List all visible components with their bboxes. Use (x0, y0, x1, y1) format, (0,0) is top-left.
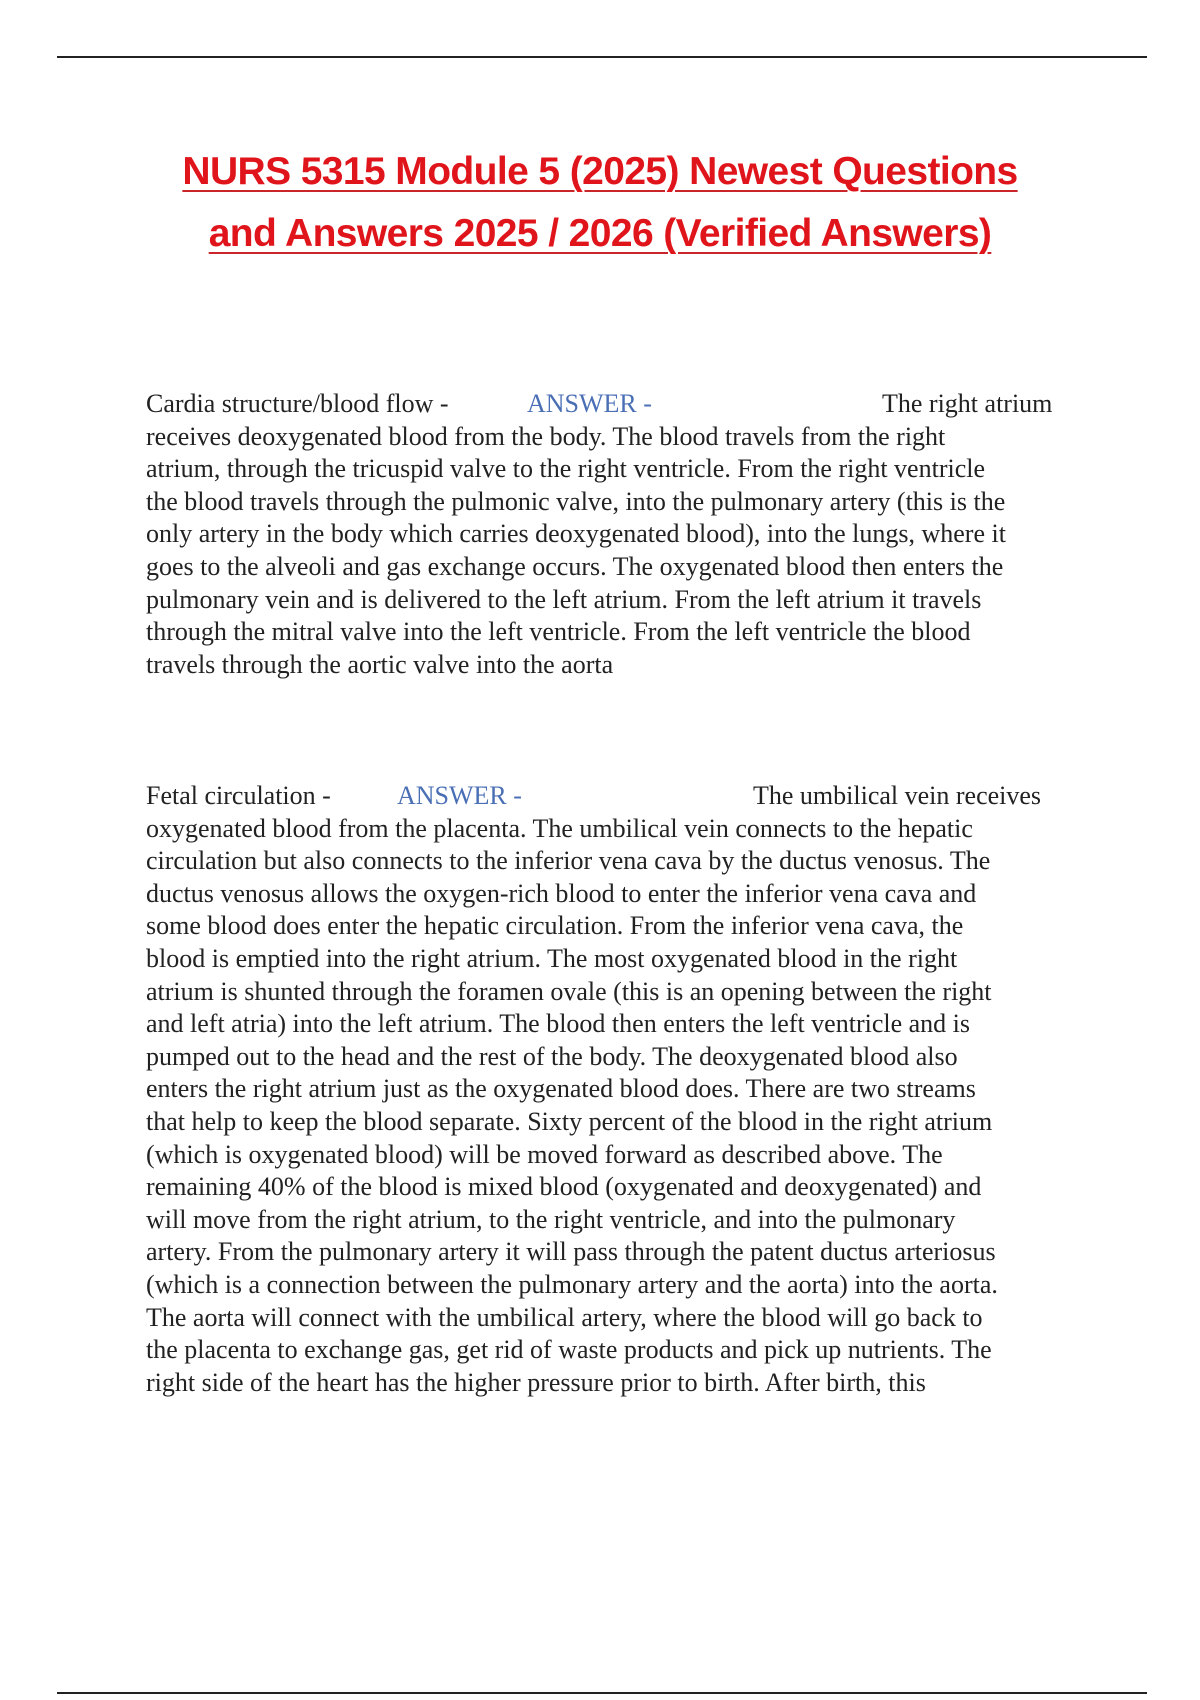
question-text: Fetal circulation - (146, 781, 331, 810)
answer-line: circulation but also connects to the inferior vena cava by the ductus venosus. The (146, 846, 991, 876)
answer-line: and left atria) into the left atrium. The blood then enters the left ventricle and is (146, 1009, 971, 1039)
answer-line: travels through the aortic valve into the aorta (146, 649, 614, 679)
qa-item-fetal (146, 780, 1086, 1399)
answer-line: enters the right atrium just as the oxygenated blood does. There are two streams (146, 1074, 976, 1104)
answer-label: ANSWER - (527, 389, 652, 418)
answer-line: oxygenated blood from the placenta. The umbilical vein connects to the hepatic (146, 813, 973, 843)
answer-line: that help to keep the blood separate. Sixty percent of the blood in the right atrium (146, 1106, 993, 1136)
answer-line: artery. From the pulmonary artery it will pass through the patent ductus arteriosus (146, 1237, 996, 1267)
answer-body (146, 421, 1086, 682)
answer-line: atrium, through the tricuspid valve to the right ventricle. From the right ventricle (146, 454, 986, 484)
qa-first-line (146, 388, 1086, 421)
answer-line: right side of the heart has the higher pressure prior to birth. After birth, this (146, 1367, 926, 1397)
answer-line: The aorta will connect with the umbilical artery, where the blood will go back to (146, 1302, 983, 1332)
title-line: NURS 5315 Module 5 (2025) Newest Questions (182, 150, 1018, 193)
answer-line: blood is emptied into the right atrium. The most oxygenated blood in the right (146, 943, 958, 973)
answer-text-start: The right atrium (882, 389, 1053, 418)
answer-line: receives deoxygenated blood from the body. The blood travels from the right (146, 421, 946, 451)
answer-line: the blood travels through the pulmonic valve, into the pulmonary artery (this is the (146, 486, 1006, 516)
qa-first-line (146, 780, 1086, 813)
answer-line: only artery in the body which carries deoxygenated blood), into the lungs, where it (146, 519, 1006, 549)
answer-line: goes to the alveoli and gas exchange occurs. The oxygenated blood then enters the (146, 551, 1004, 581)
answer-line: (which is a connection between the pulmonary artery and the aorta) into the aorta. (146, 1269, 998, 1299)
answer-label: ANSWER - (397, 781, 522, 810)
title-line: and Answers 2025 / 2026 (Verified Answers) (208, 212, 992, 255)
top-rule (57, 56, 1147, 58)
answer-line: remaining 40% of the blood is mixed blood (oxygenated and deoxygenated) and (146, 1172, 982, 1202)
answer-line: atrium is shunted through the foramen ovale (this is an opening between the right (146, 976, 992, 1006)
answer-line: ductus venosus allows the oxygen-rich blood to enter the inferior vena cava and (146, 878, 977, 908)
answer-line: pumped out to the head and the rest of the body. The deoxygenated blood also (146, 1041, 958, 1071)
question-text: Cardia structure/blood flow - (146, 389, 449, 418)
answer-line: through the mitral valve into the left ventricle. From the left ventricle the blood (146, 617, 971, 647)
answer-line: the placenta to exchange gas, get rid of waste products and pick up nutrients. The (146, 1335, 992, 1365)
answer-line: will move from the right atrium, to the right ventricle, and into the pulmonary (146, 1204, 956, 1234)
bottom-rule (57, 1692, 1147, 1694)
answer-line: some blood does enter the hepatic circulation. From the inferior vena cava, the (146, 911, 964, 941)
qa-item-cardiac (146, 388, 1086, 681)
answer-text-start: The umbilical vein receives (753, 781, 1042, 810)
answer-body (146, 813, 1086, 1400)
answer-line: pulmonary vein and is delivered to the left atrium. From the left atrium it travels (146, 584, 982, 614)
answer-line: (which is oxygenated blood) will be moved forward as described above. The (146, 1139, 943, 1169)
document-title (0, 150, 1200, 256)
